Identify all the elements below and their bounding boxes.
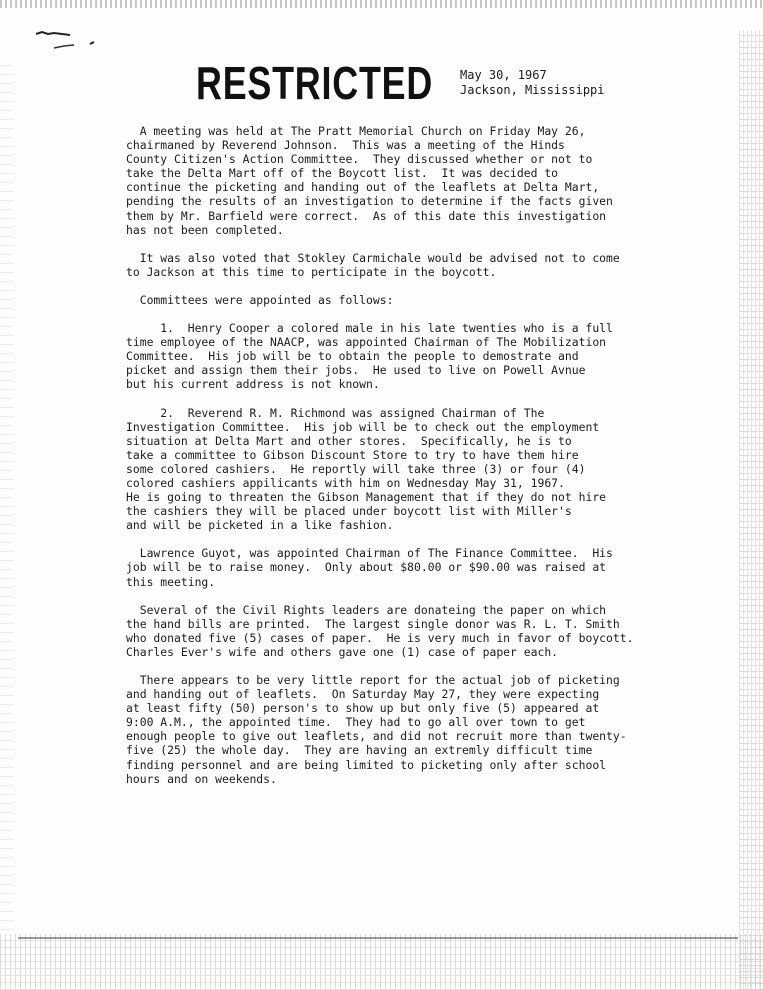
text-line: the hand bills are printed. The largest single donor was R. L. T. Smith — [126, 616, 620, 631]
report-body — [126, 124, 656, 786]
text-line: There appears to be very little report for the actual job of picketing — [126, 673, 620, 687]
paragraph — [126, 603, 656, 659]
text-line: continue the picketing and handing out of the leaflets at Delta Mart, — [126, 180, 600, 195]
text-line: enough people to give out leaflets, and did not recruit more than twenty- — [126, 729, 627, 744]
scan-edge-top — [0, 0, 763, 8]
text-line: Several of the Civil Rights leaders are donateing the paper on which — [126, 602, 607, 617]
text-line: picket and assign them their jobs. He used to live on Powell Avnue — [126, 363, 586, 378]
dateline — [460, 68, 605, 98]
paragraph-gap — [126, 532, 656, 546]
paragraph-gap — [126, 659, 656, 673]
text-line: A meeting was held at The Pratt Memorial Church on Friday May 26, — [126, 124, 586, 138]
text-line: County Citizen's Action Committee. They discussed whether or not to — [126, 152, 593, 167]
text-line: at least fifty (50) person's to show up but only five (5) appeared at — [126, 701, 600, 716]
text-line: Investigation Committee. His job will be to check out the employment — [126, 419, 600, 434]
scan-edge-bottom — [0, 934, 763, 990]
paragraph — [126, 124, 656, 237]
text-line: Committees were appointed as follows: — [126, 292, 394, 307]
text-line: and handing out of leaflets. On Saturday May 27, they were expecting — [126, 687, 600, 702]
paragraph — [126, 321, 656, 391]
paragraph — [126, 406, 656, 533]
paragraph — [126, 251, 656, 279]
text-line: five (25) the whole day. They are having an extremly difficult time — [126, 743, 593, 758]
scan-fold-line — [18, 937, 738, 939]
text-line: chairmaned by Reverend Johnson. This was a meeting of the Hinds — [126, 138, 565, 153]
text-line: Lawrence Guyot, was appointed Chairman of The Finance Committee. His — [126, 546, 613, 561]
paragraph — [126, 293, 656, 307]
text-line: 9:00 A.M., the appointed time. They had to go all over town to get — [126, 715, 586, 730]
document-date: May 30, 1967 — [460, 68, 547, 82]
text-line: hours and on weekends. — [126, 771, 277, 786]
text-line: job will be to raise money. Only about $80.00 or $90.00 was raised at — [126, 560, 607, 575]
text-line: 1. Henry Cooper a colored male in his late twenties who is a full — [126, 321, 613, 336]
text-line: this meeting. — [126, 574, 216, 589]
scan-edge-left — [0, 60, 14, 930]
text-line: time employee of the NAACP, was appointed Chairman of The Mobilization — [126, 335, 607, 350]
handwritten-mark — [34, 28, 104, 58]
paragraph — [126, 546, 656, 588]
text-line: situation at Delta Mart and other stores. Specifically, he is to — [126, 433, 572, 448]
paragraph-gap — [126, 589, 656, 603]
text-line: take a committee to Gibson Discount Store to try to have them hire — [126, 447, 579, 462]
text-line: 2. Reverend R. M. Richmond was assigned Chairman of The — [126, 405, 545, 420]
paragraph-gap — [126, 392, 656, 406]
text-line: some colored cashiers. He reportly will take three (3) or four (4) — [126, 461, 586, 476]
text-line: It was also voted that Stokley Carmichale would be advised not to come — [126, 250, 620, 265]
text-line: He is going to threaten the Gibson Management that if they do not hire — [126, 490, 607, 505]
text-line: who donated five (5) cases of paper. He is very much in favor of boycott. — [126, 630, 634, 645]
paragraph — [126, 673, 656, 786]
restricted-stamp: RESTRICTED — [196, 57, 434, 109]
text-line: has not been completed. — [126, 222, 284, 237]
text-line: Committee. His job will be to obtain the people to demostrate and — [126, 349, 579, 364]
paragraph-gap — [126, 237, 656, 251]
text-line: but his current address is not known. — [126, 377, 380, 392]
scan-edge-right — [739, 30, 763, 990]
paragraph-gap — [126, 279, 656, 293]
text-line: colored cashiers appilicants with him on Wednesday May 31, 1967. — [126, 475, 565, 490]
text-line: and will be picketed in a like fashion. — [126, 518, 394, 533]
text-line: the cashiers they will be placed under boycott list with Miller's — [126, 504, 572, 519]
text-line: pending the results of an investigation to determine if the facts given — [126, 194, 613, 209]
text-line: take the Delta Mart off of the Boycott list. It was decided to — [126, 166, 559, 181]
text-line: finding personnel and are being limited to picketing only after school — [126, 757, 607, 772]
text-line: them by Mr. Barfield were correct. As of this date this investigation — [126, 208, 607, 223]
document-place: Jackson, Mississippi — [460, 83, 605, 97]
text-line: to Jackson at this time to perticipate in the boycott. — [126, 264, 497, 279]
paragraph-gap — [126, 307, 656, 321]
text-line: Charles Ever's wife and others gave one (1) case of paper each. — [126, 644, 559, 659]
